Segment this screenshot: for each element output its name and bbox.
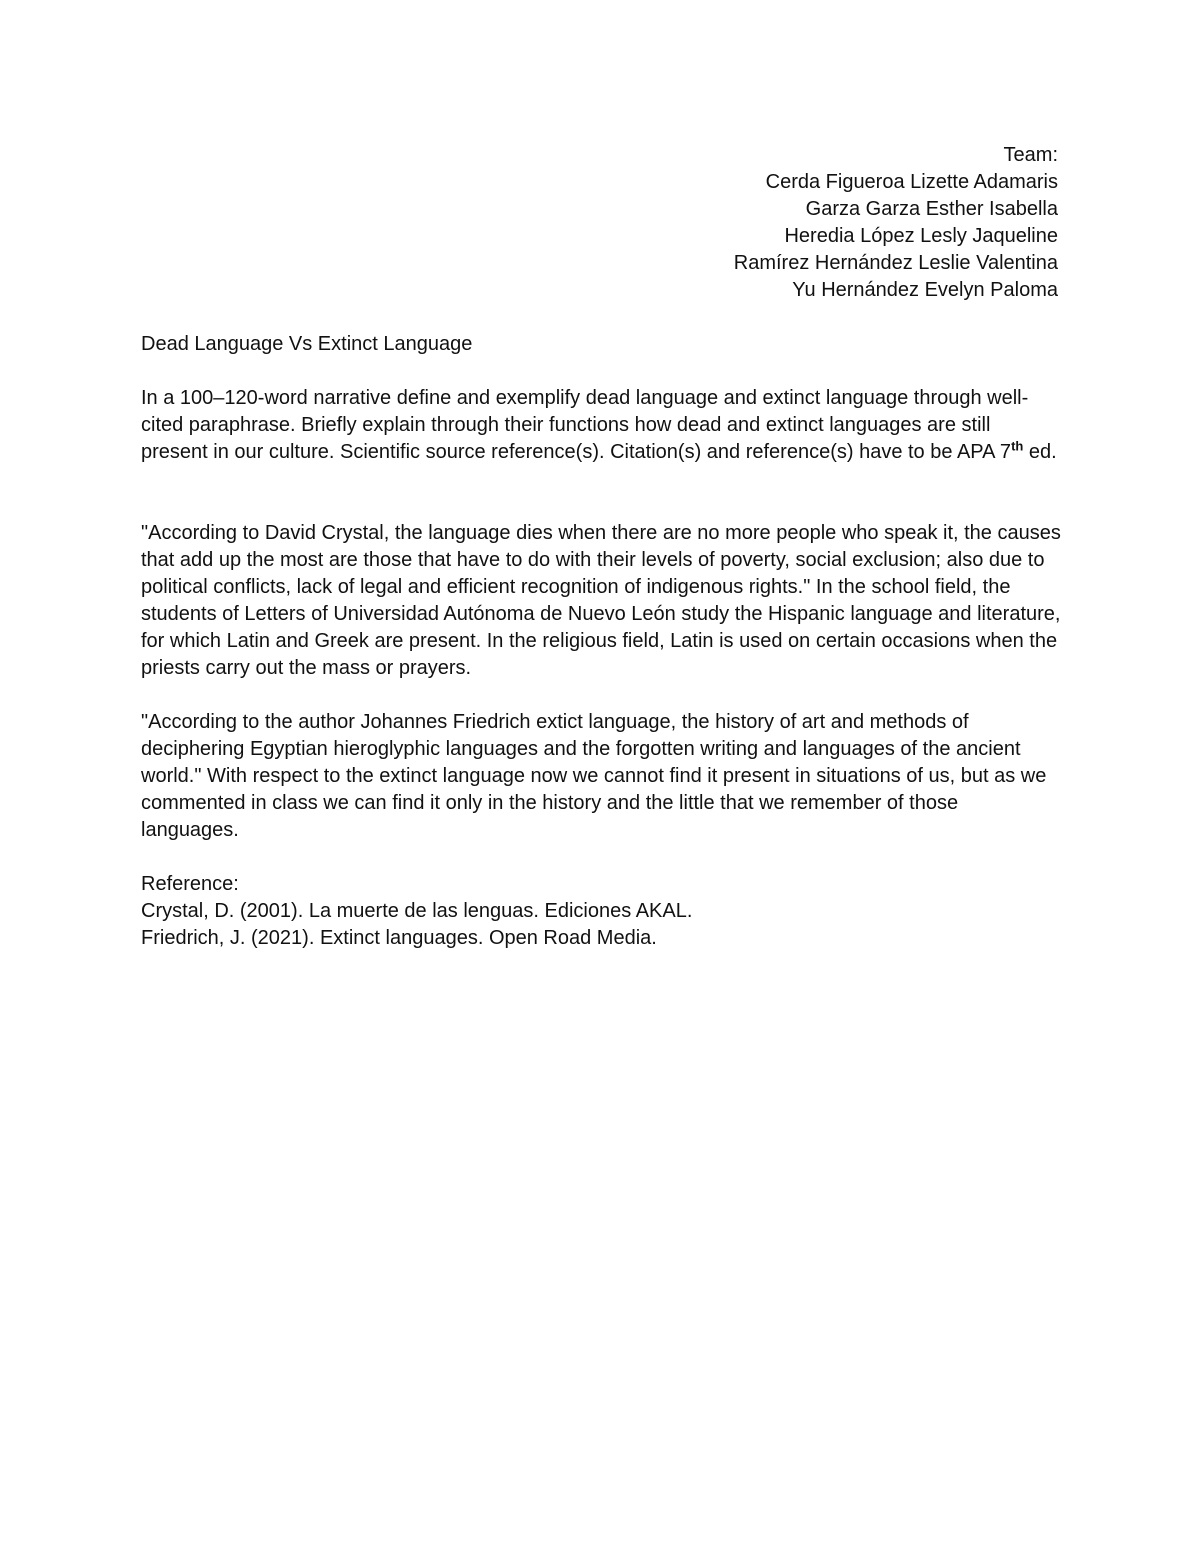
references-label: Reference: — [141, 873, 239, 895]
references-section — [141, 871, 1061, 952]
team-block — [558, 142, 1058, 304]
instructions-superscript: th — [1011, 438, 1024, 454]
team-label: Team: — [1003, 144, 1058, 166]
team-member: Cerda Figueroa Lizette Adamaris — [765, 171, 1058, 193]
team-member: Garza Garza Esther Isabella — [805, 198, 1058, 220]
document-title: Dead Language Vs Extinct Language — [141, 333, 473, 355]
document-body — [141, 331, 1061, 952]
reference-item: Crystal, D. (2001). La muerte de las lenguas. Ediciones AKAL. — [141, 900, 693, 922]
assignment-instructions — [141, 385, 1061, 466]
team-member: Ramírez Hernández Leslie Valentina — [733, 252, 1058, 274]
instructions-text: In a 100–120-word narrative define and exemplify dead language and extinct language through well-cited paraphrase. Briefly explain through their functions how dead and extinct languages are still present in our culture. Scientific source reference(s). Citation(s) and reference(s) have to be APA 7 — [141, 387, 1029, 463]
team-member: Yu Hernández Evelyn Paloma — [792, 279, 1058, 301]
instructions-suffix: ed. — [1023, 441, 1057, 463]
paragraph-dead-language: "According to David Crystal, the language dies when there are no more people who speak it, the causes that add up the most are those that have to do with their levels of poverty, social exclusion; also due to political conflicts, lack of legal and efficient recognition of indigenous rights." In the school field, the students of Letters of Universidad Autónoma de Nuevo León study the Hispanic language and literature, for which Latin and Greek are present. In the religious field, Latin is used on certain occasions when the priests carry out the mass or prayers. — [141, 522, 1061, 679]
paragraph-extinct-language: "According to the author Johannes Friedrich extict language, the history of art and methods of deciphering Egyptian hieroglyphic languages and the forgotten writing and languages of the ancient world." With respect to the extinct language now we cannot find it present in situations of us, but as we commented in class we can find it only in the history and the little that we remember of those languages. — [141, 711, 1047, 841]
reference-item: Friedrich, J. (2021). Extinct languages. Open Road Media. — [141, 927, 657, 949]
team-member: Heredia López Lesly Jaqueline — [784, 225, 1058, 247]
